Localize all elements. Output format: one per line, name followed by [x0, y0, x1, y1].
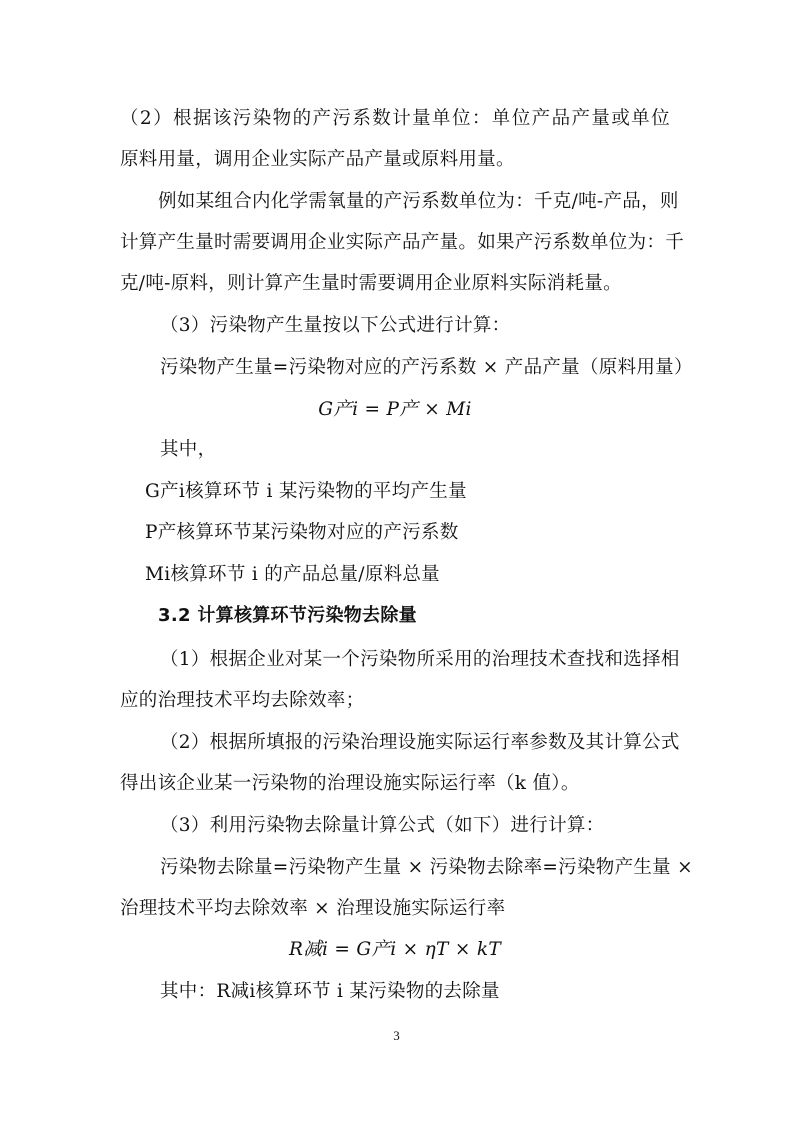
formula-removal: R减i = G产i × ηT × kT — [288, 939, 501, 960]
definition-line: P产核算环节某污染物对应的产污系数 — [145, 522, 459, 543]
paragraph-line: 其中， — [160, 439, 217, 460]
definition-line: 其中：R减i核算环节 i 某污染物的去除量 — [160, 981, 500, 1002]
section-heading: 3.2 计算核算环节污染物去除量 — [158, 605, 417, 626]
paragraph-line: 得出该企业某一污染物的治理设施实际运行率（k 值）。 — [120, 773, 580, 794]
definition-line: G产i核算环节 i 某污染物的平均产生量 — [145, 481, 467, 502]
formula-text: 污染物去除量=污染物产生量 × 污染物去除率=污染物产生量 × — [160, 857, 693, 878]
paragraph-line: 应的治理技术平均去除效率； — [120, 690, 365, 711]
paragraph-line: （3）利用污染物去除量计算公式（如下）进行计算： — [160, 815, 605, 836]
paragraph-line: 例如某组合内化学需氧量的产污系数单位为：千克/吨-产品，则 — [158, 191, 679, 212]
formula-text: 治理技术平均去除效率 × 治理设施实际运行率 — [120, 898, 506, 919]
paragraph-line: 原料用量，调用企业实际产品产量或原料用量。 — [120, 149, 515, 170]
definition-line: Mi核算环节 i 的产品总量/原料总量 — [145, 564, 440, 585]
formula-text: 污染物产生量=污染物对应的产污系数 × 产品产量（原料用量） — [160, 357, 693, 378]
paragraph-line: （2）根据所填报的污染治理设施实际运行率参数及其计算公式 — [160, 732, 680, 753]
paragraph-line: （3）污染物产生量按以下公式进行计算： — [160, 315, 511, 336]
page-number: 3 — [393, 1028, 400, 1043]
paragraph-line: 克/吨-原料，则计算产生量时需要调用企业原料实际消耗量。 — [120, 273, 622, 294]
paragraph-line: 计算产生量时需要调用企业实际产品产量。如果产污系数单位为：千 — [120, 232, 685, 253]
paragraph-line: （2）根据该污染物的产污系数计量单位：单位产品产量或单位 — [120, 108, 670, 129]
formula-production: G产i = P产 × Mi — [318, 399, 472, 420]
paragraph-line: （1）根据企业对某一个污染物所采用的治理技术查找和选择相 — [160, 649, 680, 670]
